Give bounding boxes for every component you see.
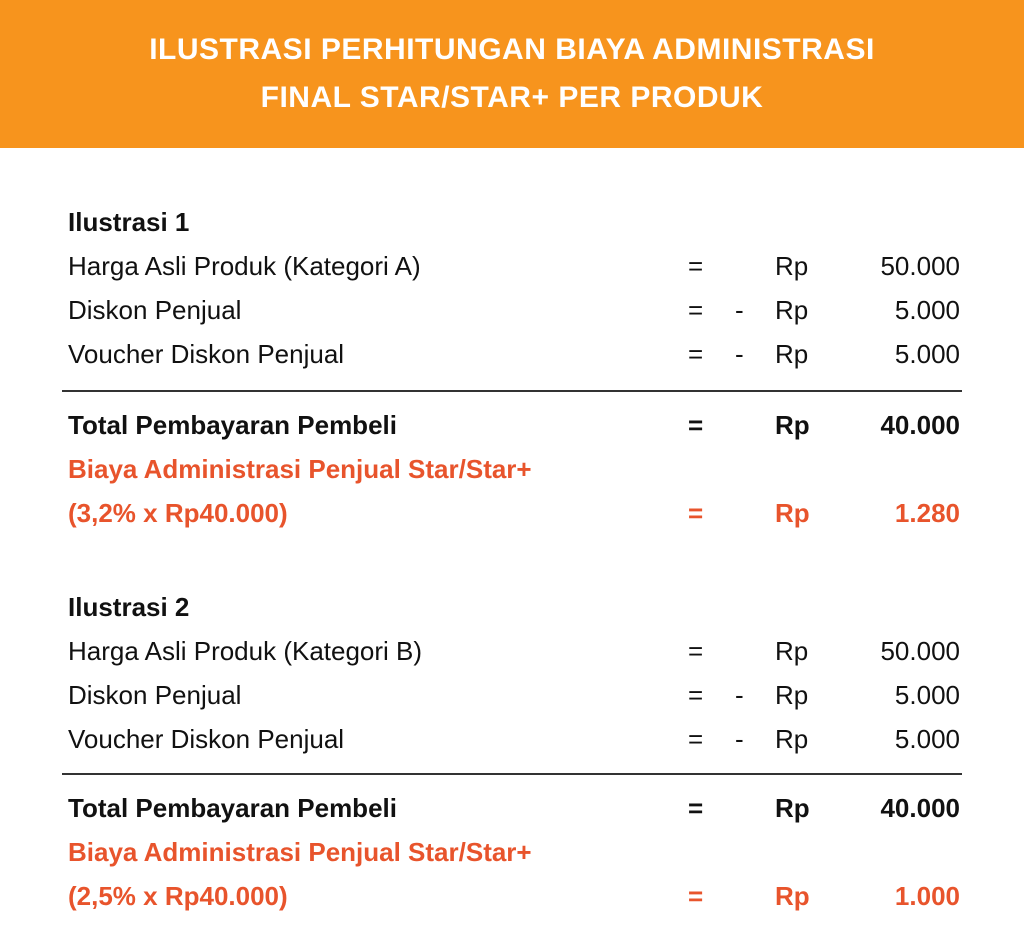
- illustration-2: [68, 585, 960, 761]
- total-buyer-payment: [68, 403, 960, 447]
- amount: 5.000: [894, 295, 960, 325]
- equals-sign: =: [688, 680, 704, 710]
- currency: Rp: [775, 793, 810, 823]
- total-label: Total Pembayaran Pembeli: [68, 410, 397, 440]
- total-amount: 40.000: [880, 793, 960, 823]
- equals-sign: =: [688, 295, 704, 325]
- divider: [62, 773, 962, 775]
- currency: Rp: [775, 724, 809, 754]
- line-label: Diskon Penjual: [68, 295, 242, 325]
- fee-formula: (2,5% x Rp40.000): [68, 881, 288, 911]
- title-line-1: ILUSTRASI PERHITUNGAN BIAYA ADMINISTRASI: [149, 33, 875, 66]
- equals-sign: =: [688, 636, 704, 666]
- fee-calculation-row: [68, 491, 960, 535]
- amount: 50.000: [880, 251, 960, 281]
- line-item-seller-voucher: [68, 717, 960, 761]
- currency: Rp: [775, 295, 809, 325]
- line-label: Voucher Diskon Penjual: [68, 339, 345, 369]
- minus-sign: -: [735, 680, 744, 710]
- fee-label: Biaya Administrasi Penjual Star/Star+: [68, 454, 532, 484]
- equals-sign: =: [688, 498, 704, 528]
- line-item-original-price: [68, 244, 960, 288]
- equals-sign: =: [688, 251, 704, 281]
- equals-sign: =: [688, 881, 704, 911]
- fee-label-row: [68, 830, 960, 874]
- fee-formula: (3,2% x Rp40.000): [68, 498, 288, 528]
- equals-sign: =: [688, 410, 704, 440]
- currency: Rp: [775, 636, 809, 666]
- currency: Rp: [775, 410, 810, 440]
- header-banner: [0, 0, 1024, 148]
- line-item-original-price: [68, 629, 960, 673]
- currency: Rp: [775, 498, 810, 528]
- fee-amount: 1.280: [894, 498, 960, 528]
- amount: 50.000: [880, 636, 960, 666]
- equals-sign: =: [688, 339, 704, 369]
- illustration-2-summary: [68, 786, 960, 918]
- total-buyer-payment: [68, 786, 960, 830]
- title-line-2: FINAL STAR/STAR+ PER PRODUK: [260, 81, 764, 114]
- line-item-seller-discount: [68, 673, 960, 717]
- minus-sign: -: [735, 724, 744, 754]
- amount: 5.000: [894, 724, 960, 754]
- line-label: Harga Asli Produk (Kategori A): [68, 251, 421, 281]
- currency: Rp: [775, 251, 809, 281]
- divider: [62, 390, 962, 392]
- total-amount: 40.000: [880, 410, 960, 440]
- line-item-seller-voucher: [68, 332, 960, 376]
- line-label: Voucher Diskon Penjual: [68, 724, 345, 754]
- currency: Rp: [775, 339, 809, 369]
- illustration-heading: Ilustrasi 1: [68, 207, 190, 237]
- fee-calculation-row: [68, 874, 960, 918]
- illustration-1-summary: [68, 403, 960, 535]
- currency: Rp: [775, 881, 810, 911]
- minus-sign: -: [735, 339, 744, 369]
- currency: Rp: [775, 680, 809, 710]
- line-label: Harga Asli Produk (Kategori B): [68, 636, 423, 666]
- fee-label-row: [68, 447, 960, 491]
- illustration-1: [68, 200, 960, 376]
- equals-sign: =: [688, 724, 704, 754]
- minus-sign: -: [735, 295, 744, 325]
- amount: 5.000: [894, 339, 960, 369]
- total-label: Total Pembayaran Pembeli: [68, 793, 397, 823]
- fee-amount: 1.000: [894, 881, 960, 911]
- amount: 5.000: [894, 680, 960, 710]
- line-label: Diskon Penjual: [68, 680, 242, 710]
- line-item-seller-discount: [68, 288, 960, 332]
- equals-sign: =: [688, 793, 704, 823]
- fee-label: Biaya Administrasi Penjual Star/Star+: [68, 837, 532, 867]
- illustration-heading: Ilustrasi 2: [68, 592, 190, 622]
